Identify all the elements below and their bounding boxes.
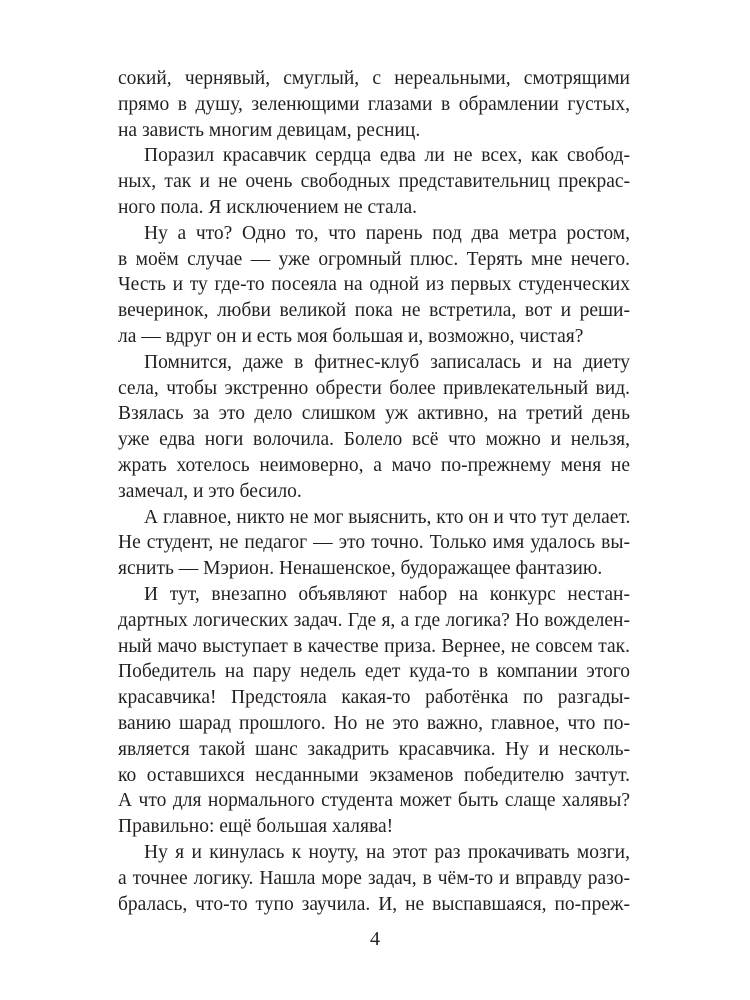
text-line: А что для нормального студента может быть слаще халявы? bbox=[118, 790, 630, 812]
text-line: ванию шарад прошлого. Но не это важно, главное, что по- bbox=[118, 712, 630, 734]
text-line: бралась, что-то тупо заучила. И, не выспавшаяся, по-преж- bbox=[118, 893, 630, 915]
text-line: Ну я и кинулась к ноуту, на этот раз прокачивать мозги, bbox=[144, 841, 630, 863]
text-line: замечал, и это бесило. bbox=[118, 480, 302, 502]
text-line: Не студент, не педагог — это точно. Только имя удалось вы- bbox=[118, 532, 630, 554]
text-line: красавчика! Предстояла какая-то работёнка по разгады- bbox=[118, 687, 630, 709]
text-line: села, чтобы экстренно обрести более привлекательный вид. bbox=[118, 377, 630, 399]
text-line: а точнее логику. Нашла море задач, в чём-то и вправду разо- bbox=[118, 867, 630, 889]
text-line: в моём случае — уже огромный плюс. Терять мне нечего. bbox=[118, 248, 630, 270]
text-line: вечеринок, любви великой пока не встретила, вот и реши- bbox=[118, 300, 630, 322]
text-line: Помнится, даже в фитнес-клуб записалась и на диету bbox=[144, 351, 630, 373]
text-line: Поразил красавчик сердца едва ли не всех, как свобод- bbox=[144, 145, 630, 167]
text-line: Правильно: ещё большая халява! bbox=[118, 816, 394, 838]
text-line: Победитель на пару недель едет куда-то в компании этого bbox=[118, 661, 630, 683]
text-line: А главное, никто не мог выяснить, кто он и что тут делает. bbox=[144, 506, 631, 528]
text-line: на зависть многим девицам, ресниц. bbox=[118, 119, 421, 141]
text-line: прямо в душу, зеленющими глазами в обрамлении густых, bbox=[118, 93, 630, 115]
text-line: ный мачо выступает в качестве приза. Вернее, не совсем так. bbox=[118, 635, 630, 657]
text-line: является такой шанс закадрить красавчика. Ну и несколь- bbox=[118, 738, 630, 760]
text-line: уже едва ноги волочила. Болело всё что можно и нельзя, bbox=[118, 429, 630, 451]
text-line: яснить — Мэрион. Ненашенское, будоражащее фантазию. bbox=[118, 558, 603, 580]
text-line: Честь и ту где-то посеяла на одной из первых студенческих bbox=[118, 274, 630, 296]
text-line: ла — вдруг он и есть моя большая и, возможно, чистая? bbox=[118, 325, 584, 347]
text-line: ных, так и не очень свободных представительниц прекрас- bbox=[118, 171, 630, 193]
page-number: 4 bbox=[370, 928, 380, 950]
text-line: жрать хотелось неимоверно, а мачо по-прежнему меня не bbox=[118, 454, 630, 476]
text-line: И тут, внезапно объявляют набор на конкурс нестан- bbox=[144, 583, 630, 605]
text-line: Ну а что? Одно то, что парень под два метра ростом, bbox=[144, 222, 630, 244]
text-line: ного пола. Я исключением не стала. bbox=[118, 196, 418, 218]
body-text bbox=[118, 66, 630, 917]
text-line: ко оставшихся несданными экзаменов победителю зачтут. bbox=[118, 764, 630, 786]
text-line: дартных логических задач. Где я, а где логика? Но вожделен- bbox=[118, 609, 630, 631]
text-line: Взялась за это дело слишком уж активно, на третий день bbox=[118, 403, 630, 425]
text-line: сокий, чернявый, смуглый, с нереальными, смотрящими bbox=[118, 68, 630, 89]
